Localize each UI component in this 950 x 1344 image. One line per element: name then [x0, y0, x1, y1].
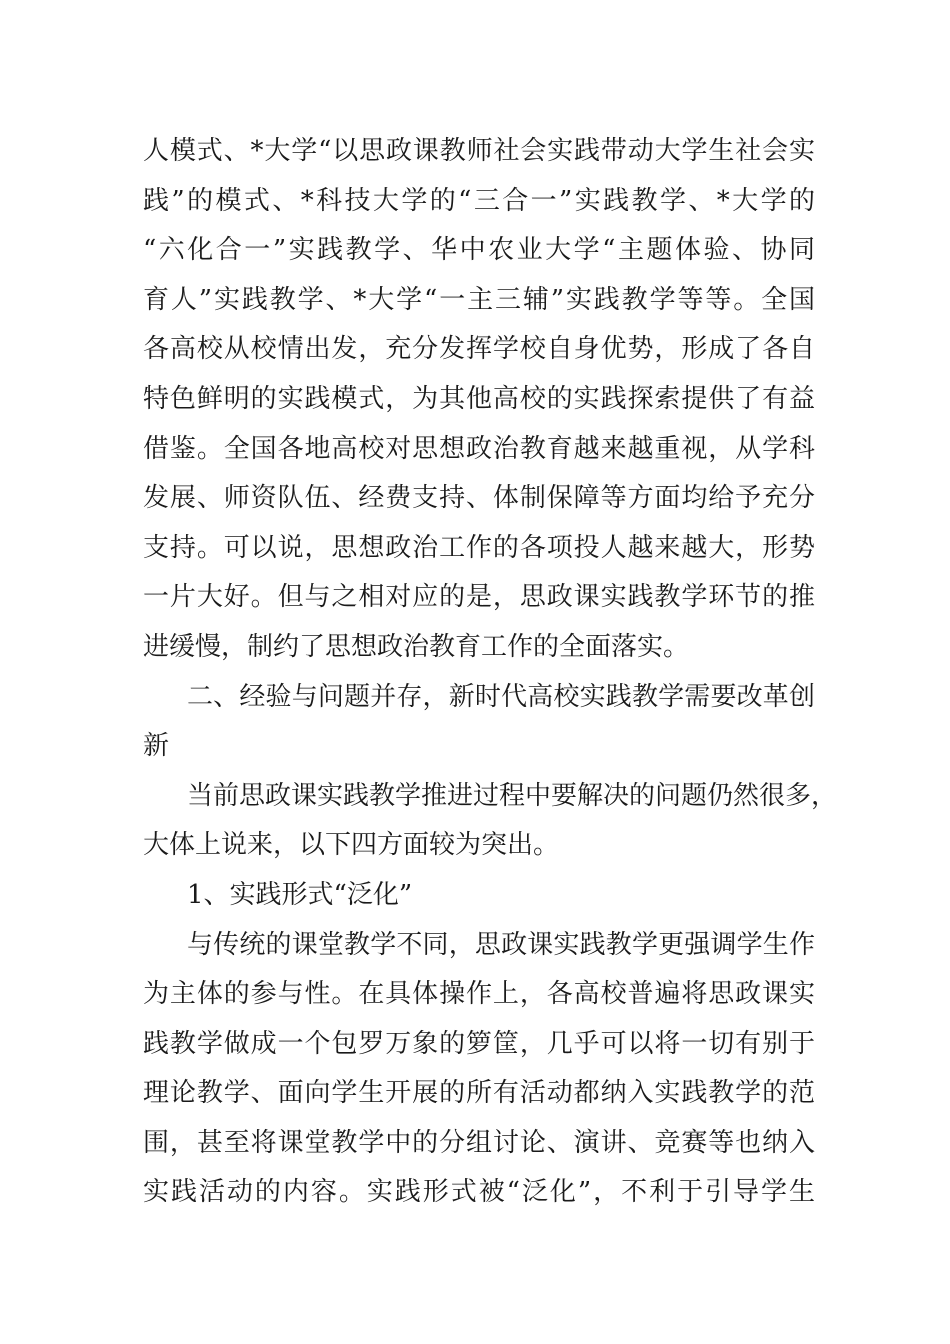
text-line: 践”的模式、*科技大学的“三合一”实践教学、*大学的 — [143, 185, 815, 216]
text-line: 为主体的参与性。在具体操作上，各高校普遍将思政课实 — [143, 979, 815, 1010]
text-line: 育人”实践教学、*大学“一主三辅”实践教学等等。全国 — [143, 284, 815, 315]
text-line: 特色鲜明的实践模式，为其他高校的实践探索提供了有益 — [143, 383, 815, 414]
text-line: 各高校从校情出发，充分发挥学校自身优势，形成了各自 — [143, 334, 815, 365]
text-line: “六化合一”实践教学、华中农业大学“主题体验、协同 — [143, 235, 815, 266]
body-text — [143, 127, 838, 1218]
text-line: 借鉴。全国各地高校对思想政治教育越来越重视，从学科 — [143, 433, 815, 464]
section-heading-line: 新 — [143, 731, 170, 762]
text-line: 人模式、*大学“以思政课教师社会实践带动大学生社会实 — [143, 136, 815, 166]
text-line: 一片大好。但与之相对应的是，思政课实践教学环节的推 — [143, 582, 815, 613]
text-line: 围，甚至将课堂教学中的分组讨论、演讲、竞赛等也纳入 — [143, 1127, 815, 1158]
text-line: 发展、师资队伍、经费支持、体制保障等方面均给予充分 — [143, 483, 815, 514]
text-line: 与传统的课堂教学不同，思政课实践教学更强调学生作 — [187, 929, 815, 960]
section-heading-line: 二、经验与问题并存，新时代高校实践教学需要改革创 — [187, 681, 815, 712]
text-line: 大体上说来，以下四方面较为突出。 — [143, 830, 560, 861]
text-line: 支持。可以说，思想政治工作的各项投人越来越大，形势 — [143, 532, 815, 563]
text-line: 实践活动的内容。实践形式被“泛化”，不利于引导学生 — [143, 1177, 815, 1208]
text-line: 践教学做成一个包罗万象的箩筐，几乎可以将一切有别于 — [143, 1028, 815, 1059]
text-line: 理论教学、面向学生开展的所有活动都纳入实践教学的范 — [143, 1078, 815, 1109]
subsection-heading: 1、实践形式“泛化” — [187, 879, 413, 910]
text-line: 当前思政课实践教学推进过程中要解决的问题仍然很多， — [187, 780, 838, 811]
text-line: 进缓慢，制约了思想政治教育工作的全面落实。 — [143, 631, 690, 662]
